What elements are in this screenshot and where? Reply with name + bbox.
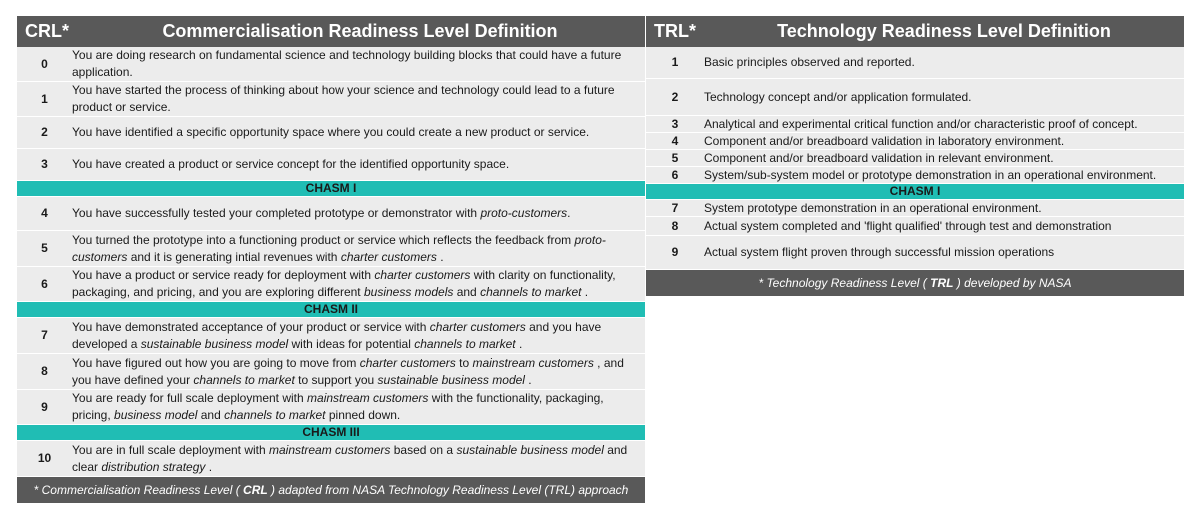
- crl-level-description: You are in full scale deployment with mainstream customers based on a sustainable business model and clear distribution strategy .: [72, 442, 628, 474]
- trl-row-1: [646, 47, 1184, 79]
- crl-level-description: You have demonstrated acceptance of your product or service with charter customers and you have developed a sustainable business model with ideas for potential channels to market .: [72, 319, 602, 351]
- trl-row-3: [646, 116, 1184, 133]
- crl-level-description: You have created a product or service concept for the identified opportunity space.: [72, 157, 510, 171]
- crl-footnote: * Commercialisation Readiness Level ( CRL ) adapted from NASA Technology Readiness Level (TRL) approach: [17, 477, 645, 503]
- crl-row-1: [17, 82, 645, 117]
- trl-level-number: 4: [671, 133, 679, 148]
- crl-level-number: 3: [41, 157, 48, 171]
- trl-row-6: [646, 167, 1184, 184]
- crl-row-3: [17, 149, 645, 181]
- crl-level-description: You have identified a specific opportunity space where you could create a new product or service.: [72, 125, 590, 139]
- trl-level-description: Basic principles observed and reported.: [704, 55, 915, 69]
- crl-level-number: 7: [41, 328, 48, 342]
- crl-chasm-1: CHASM I: [17, 181, 645, 197]
- crl-level-number: 8: [41, 364, 48, 378]
- crl-level-number: 10: [37, 451, 52, 465]
- trl-level-description: Component and/or breadboard validation in laboratory environment.: [704, 133, 1065, 148]
- trl-table: [646, 16, 1184, 296]
- trl-level-number: 1: [671, 55, 679, 69]
- crl-row-6: [17, 267, 645, 302]
- crl-level-description: You are doing research on fundamental science and technology building blocks that could have a future application.: [72, 48, 622, 79]
- trl-header: [646, 16, 1184, 47]
- trl-level-description: Actual system flight proven through successful mission operations: [704, 245, 1055, 259]
- trl-level-number: 3: [671, 116, 679, 131]
- crl-table: [17, 16, 645, 503]
- crl-level-number: 1: [41, 91, 48, 106]
- trl-level-number: 5: [671, 150, 679, 165]
- crl-level-description: You turned the prototype into a functioning product or service which reflects the feedback from proto-customers and it is generating intial revenues with charter customers .: [72, 232, 606, 264]
- crl-level-description: You have started the process of thinking about how your science and technology could lead to a future product or service.: [72, 83, 615, 114]
- crl-chasm-3: CHASM III: [17, 425, 645, 441]
- trl-row-9: [646, 236, 1184, 270]
- trl-row-2: [646, 79, 1184, 116]
- crl-row-9: [17, 390, 645, 425]
- trl-level-number: 7: [671, 200, 679, 215]
- crl-title: Commercialisation Readiness Level Definition: [162, 21, 558, 41]
- crl-level-number: 5: [41, 241, 48, 255]
- trl-chasm-1: CHASM I: [646, 184, 1184, 200]
- trl-row-8: [646, 217, 1184, 236]
- crl-row-2: [17, 117, 645, 149]
- crl-level-number: 4: [41, 206, 48, 220]
- trl-footnote: * Technology Readiness Level ( TRL ) developed by NASA: [646, 270, 1184, 296]
- trl-level-description: System/sub-system model or prototype demonstration in an operational environment.: [704, 167, 1157, 182]
- crl-row-7: [17, 318, 645, 354]
- trl-level-number: 8: [671, 218, 679, 233]
- crl-level-number: 9: [41, 399, 48, 414]
- crl-row-10: [17, 441, 645, 477]
- crl-level-description: You have successfully tested your completed prototype or demonstrator with proto-customers.: [72, 206, 571, 220]
- trl-level-number: 2: [671, 89, 679, 104]
- crl-level-number: 6: [41, 276, 48, 291]
- crl-header: [17, 16, 645, 47]
- crl-row-0: [17, 47, 645, 82]
- crl-level-number: 2: [41, 125, 48, 139]
- trl-level-description: Technology concept and/or application formulated.: [704, 89, 972, 104]
- crl-row-4: [17, 197, 645, 231]
- crl-row-8: [17, 354, 645, 390]
- trl-code-label: TRL*: [654, 21, 696, 41]
- trl-level-number: 9: [671, 245, 679, 259]
- trl-level-description: System prototype demonstration in an operational environment.: [704, 200, 1042, 215]
- crl-chasm-2: CHASM II: [17, 302, 645, 318]
- trl-level-description: Actual system completed and 'flight qualified' through test and demonstration: [704, 218, 1112, 233]
- crl-level-description: You have figured out how you are going to move from charter customers to mainstream customers , and you have defined your channels to market to support you sustainable business model .: [72, 355, 624, 387]
- trl-level-description: Analytical and experimental critical function and/or characteristic proof of concept.: [704, 116, 1138, 131]
- trl-level-description: Component and/or breadboard validation in relevant environment.: [704, 150, 1054, 165]
- trl-row-7: [646, 200, 1184, 217]
- crl-level-number: 0: [41, 56, 48, 71]
- trl-row-4: [646, 133, 1184, 150]
- crl-row-5: [17, 231, 645, 267]
- crl-code-label: CRL*: [25, 21, 69, 41]
- crl-level-description: You have a product or service ready for deployment with charter customers with clarity on functionality, packaging, and pricing, and you are exploring different business models and channels to market .: [72, 268, 616, 299]
- trl-title: Technology Readiness Level Definition: [777, 21, 1111, 41]
- trl-level-number: 6: [671, 167, 679, 182]
- trl-row-5: [646, 150, 1184, 167]
- crl-level-description: You are ready for full scale deployment with mainstream customers with the functionality, packaging, pricing, business model and channels to market pinned down.: [72, 391, 604, 422]
